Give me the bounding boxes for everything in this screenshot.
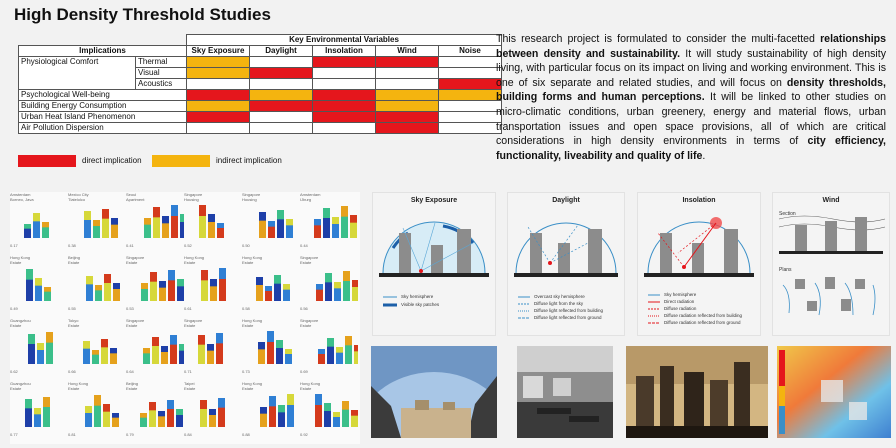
daylight-title: Daylight <box>552 197 580 204</box>
body-text: It will study sustainability of high density living, with particular focus on its impact on living and working environment. This is one of six separate and related studies, and will focus on <box>496 47 886 89</box>
impact-cell <box>187 90 250 101</box>
body-text: This research project is formulated to consider the multi-facetted <box>496 33 821 45</box>
density-model-thumb <box>10 381 68 439</box>
impact-cell <box>439 101 502 112</box>
model-index: 0.61 <box>184 306 192 311</box>
impact-cell <box>376 90 439 101</box>
impact-cell <box>187 123 250 134</box>
matrix-row <box>19 101 502 112</box>
model-subtitle: Estate <box>300 386 312 391</box>
fisheye-photo <box>371 346 497 438</box>
model-subtitle: Estate <box>184 386 196 391</box>
model-subtitle: Estate <box>300 260 312 265</box>
model-subtitle: Estate <box>184 323 196 328</box>
impact-cell <box>376 123 439 134</box>
insolation-legend-1: Sky hemisphere <box>664 292 697 297</box>
column-header: Insolation <box>313 46 376 57</box>
impact-cell <box>250 123 313 134</box>
model-index: 0.84 <box>184 432 192 437</box>
model-index: 0.81 <box>68 432 76 437</box>
model-subtitle: IJburg <box>300 197 312 202</box>
impact-cell <box>439 123 502 134</box>
insolation-legend-2: Direct radiation <box>664 299 695 304</box>
legend-direct-label: direct implication <box>82 156 142 166</box>
density-model-thumb <box>242 381 300 439</box>
model-city: Hong Kong <box>242 255 263 260</box>
model-subtitle: Tlatelolco <box>68 197 86 202</box>
model-city: Guangzhou <box>10 381 31 386</box>
density-model-thumb <box>184 255 242 313</box>
sky-exposure-legend-2: Visible sky patches <box>401 302 440 307</box>
model-subtitle: Estate <box>126 386 138 391</box>
legend-direct-swatch <box>18 155 76 167</box>
implications-matrix <box>18 34 502 134</box>
impact-cell <box>187 112 250 123</box>
model-index: 0.66 <box>68 369 76 374</box>
body-text: It will be linked to other studies on micro-climatic conditions, urban greenery, energy and material flows, urban transportation issues and open space provisions, all of which are critical considerations in high density environments in terms of <box>496 91 886 148</box>
model-subtitle: Apartment <box>126 197 145 202</box>
model-index: 0.69 <box>300 369 308 374</box>
model-index: 0.17 <box>10 243 18 248</box>
impact-cell <box>313 112 376 123</box>
page-title: High Density Threshold Studies <box>14 5 271 24</box>
model-city: Singapore <box>126 255 145 260</box>
density-model-thumb <box>126 318 184 376</box>
model-index: 0.77 <box>10 432 18 437</box>
density-model-thumb <box>242 318 300 376</box>
implication-sublabel: Thermal <box>136 57 187 68</box>
model-city: Mexico City <box>68 192 89 197</box>
implication-sublabel: Visual <box>136 68 187 79</box>
density-model-thumb <box>126 255 184 313</box>
emphasis-text: density thresholds, building forms and human perceptions. <box>496 76 886 104</box>
model-index: 0.56 <box>300 306 308 311</box>
implication-label: Urban Heat Island Phenomenon <box>19 112 187 123</box>
daylight-legend-2: Diffuse light from the sky <box>534 301 584 306</box>
model-city: Singapore <box>300 255 319 260</box>
wind-title: Wind <box>822 197 840 204</box>
column-header: Daylight <box>250 46 313 57</box>
impact-cell <box>376 112 439 123</box>
model-subtitle: Estate <box>10 260 22 265</box>
model-subtitle: Estate <box>242 386 254 391</box>
insolation-title: Insolation <box>682 197 716 204</box>
model-index: 0.58 <box>242 306 250 311</box>
density-model-thumb <box>242 255 300 313</box>
column-header: Wind <box>376 46 439 57</box>
model-city: Tokyo <box>68 318 79 323</box>
implications-header: Implications <box>19 46 187 57</box>
density-model-thumb <box>68 192 126 250</box>
emphasis-text: city efficiency, functionality, liveability and quality of life <box>496 135 887 162</box>
model-city: Hong Kong <box>184 255 205 260</box>
model-index: 0.73 <box>242 369 250 374</box>
model-index: 0.44 <box>300 243 308 248</box>
key-variables-header: Key Environmental Variables <box>187 35 502 46</box>
impact-cell <box>187 68 250 79</box>
impact-cell <box>313 90 376 101</box>
model-city: Beijing <box>126 381 139 386</box>
wind-plans-label: Plans <box>779 267 792 273</box>
model-subtitle: Estate <box>300 323 312 328</box>
model-index: 0.50 <box>242 243 250 248</box>
emphasis-text: relationships between density and sustainability. <box>496 33 886 60</box>
density-model-thumb <box>10 318 68 376</box>
impact-cell <box>439 57 502 68</box>
model-index: 0.49 <box>10 306 18 311</box>
density-model-thumb <box>184 318 242 376</box>
density-model-thumb <box>68 381 126 439</box>
model-city: Hong Kong <box>300 381 321 386</box>
model-city: Hong Kong <box>10 255 31 260</box>
model-subtitle: Estate <box>10 323 22 328</box>
sky-exposure-title: Sky Exposure <box>410 197 458 204</box>
impact-cell <box>376 79 439 90</box>
column-header: Noise <box>439 46 502 57</box>
model-subtitle: Estate <box>68 323 80 328</box>
model-subtitle: Housing <box>184 197 199 202</box>
density-model-thumb <box>300 255 358 313</box>
impact-cell <box>376 57 439 68</box>
impact-cell <box>376 101 439 112</box>
legend-indirect <box>152 155 282 167</box>
daylight-diagram <box>507 192 625 336</box>
model-subtitle: Estate <box>242 323 254 328</box>
implication-sublabel: Acoustics <box>136 79 187 90</box>
model-subtitle: Housing <box>242 197 257 202</box>
density-model-thumb <box>68 318 126 376</box>
insolation-legend-4: Diffuse radiation reflected from building <box>664 313 742 318</box>
model-index: 0.53 <box>126 306 134 311</box>
implication-label: Psychological Well-being <box>19 90 187 101</box>
model-subtitle: Estate <box>68 260 80 265</box>
impact-cell <box>187 57 250 68</box>
impact-cell <box>313 57 376 68</box>
matrix-row <box>19 57 502 68</box>
implication-label: Physiological Comfort <box>19 57 136 90</box>
daylight-legend-3: Diffuse light reflected from building <box>534 308 603 313</box>
impact-cell <box>250 112 313 123</box>
model-subtitle: Estate <box>10 386 22 391</box>
wind-simulation-image <box>777 346 891 438</box>
model-city: Guangzhou <box>10 318 31 323</box>
impact-cell <box>439 90 502 101</box>
model-city: Singapore <box>184 318 203 323</box>
model-subtitle: Estate <box>126 260 138 265</box>
model-subtitle: Estate <box>68 386 80 391</box>
impact-cell <box>250 90 313 101</box>
impact-cell <box>376 68 439 79</box>
impact-cell <box>187 101 250 112</box>
density-model-thumb <box>68 255 126 313</box>
implication-label: Building Energy Consumption <box>19 101 187 112</box>
impact-cell <box>250 79 313 90</box>
legend-indirect-swatch <box>152 155 210 167</box>
city-skyline-photo <box>626 346 768 438</box>
model-subtitle: Borneo, Java <box>10 197 34 202</box>
model-city: Beijing <box>68 255 81 260</box>
office-interior-photo <box>517 346 613 438</box>
model-index: 0.41 <box>126 243 134 248</box>
matrix-row <box>19 112 502 123</box>
model-city: Singapore <box>184 192 203 197</box>
model-index: 0.62 <box>10 369 18 374</box>
model-city: Singapore <box>300 318 319 323</box>
column-header: Sky Exposure <box>187 46 250 57</box>
impact-cell <box>250 101 313 112</box>
model-city: Taipei <box>184 381 195 386</box>
model-index: 0.92 <box>300 432 308 437</box>
model-index: 0.88 <box>242 432 250 437</box>
matrix-row <box>19 90 502 101</box>
density-model-thumb <box>184 192 242 250</box>
model-subtitle: Estate <box>184 260 196 265</box>
insolation-legend-5: Diffuse radiation reflected from ground <box>664 320 741 325</box>
legend-direct <box>18 155 142 167</box>
model-index: 0.55 <box>68 306 76 311</box>
density-model-thumb <box>184 381 242 439</box>
model-city: Hong Kong <box>242 381 263 386</box>
density-model-thumb <box>126 192 184 250</box>
impact-cell <box>187 79 250 90</box>
impact-cell <box>439 112 502 123</box>
density-model-thumb <box>242 192 300 250</box>
model-city: Hong Kong <box>68 381 89 386</box>
impact-cell <box>439 68 502 79</box>
daylight-legend-1: Overcast sky hemisphere <box>534 294 585 299</box>
impact-cell <box>250 57 313 68</box>
model-index: 0.38 <box>68 243 76 248</box>
description-paragraph <box>496 32 886 163</box>
sky-exposure-diagram <box>372 192 496 336</box>
implication-label: Air Pollution Dispersion <box>19 123 187 134</box>
sky-exposure-legend-1: Sky hemisphere <box>401 294 434 299</box>
insolation-legend-3: Diffuse radiation <box>664 306 697 311</box>
body-text: . <box>702 149 706 162</box>
model-city: Singapore <box>242 192 261 197</box>
model-index: 0.64 <box>126 369 134 374</box>
impact-cell <box>313 123 376 134</box>
density-model-thumb <box>300 381 358 439</box>
model-city: Singapore <box>126 318 145 323</box>
model-city: Seoul <box>126 192 137 197</box>
wind-section-label: Section <box>779 211 796 217</box>
model-subtitle: Estate <box>126 323 138 328</box>
model-index: 0.52 <box>184 243 192 248</box>
density-model-thumb <box>300 318 358 376</box>
wind-diagram <box>772 192 890 336</box>
impact-cell <box>313 68 376 79</box>
insolation-diagram <box>637 192 761 336</box>
model-city: Amsterdam <box>300 192 321 197</box>
density-models-gallery <box>10 192 360 444</box>
model-city: Hong Kong <box>242 318 263 323</box>
legend-indirect-label: indirect implication <box>216 156 282 166</box>
matrix-row <box>19 123 502 134</box>
impact-cell <box>439 79 502 90</box>
impact-cell <box>313 79 376 90</box>
density-model-thumb <box>300 192 358 250</box>
model-city: Amsterdam <box>10 192 31 197</box>
model-subtitle: Estate <box>242 260 254 265</box>
density-model-thumb <box>126 381 184 439</box>
impact-cell <box>313 101 376 112</box>
model-index: 0.79 <box>126 432 134 437</box>
density-model-thumb <box>10 192 68 250</box>
model-index: 0.71 <box>184 369 192 374</box>
daylight-legend-4: Diffuse light reflected from ground <box>534 315 602 320</box>
impact-cell <box>250 68 313 79</box>
density-model-thumb <box>10 255 68 313</box>
